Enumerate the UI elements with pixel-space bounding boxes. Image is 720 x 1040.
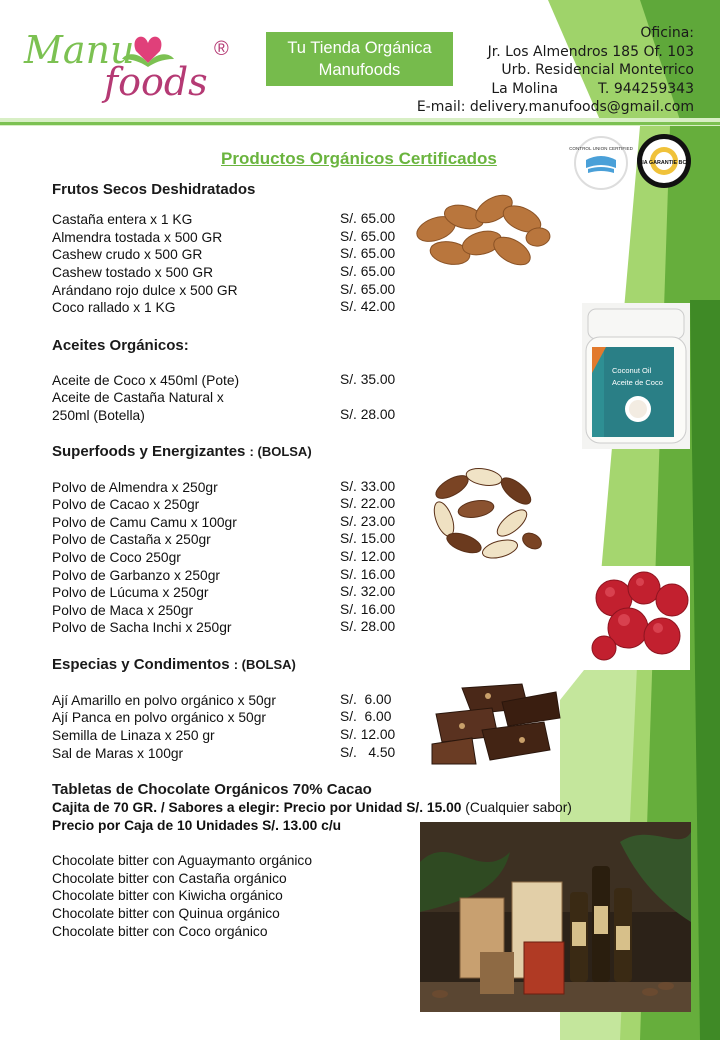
jar-label-1: Coconut Oil xyxy=(612,366,652,375)
office-title: Oficina: xyxy=(640,25,694,41)
list-item xyxy=(52,602,193,620)
item-price: S/. 6.00 xyxy=(340,692,392,707)
office-address-1: Jr. Los Almendros 185 Of. 103 xyxy=(487,43,694,60)
office-info xyxy=(417,24,694,117)
list-item xyxy=(52,584,208,602)
brazil-nuts-photo xyxy=(424,457,544,565)
list-item xyxy=(52,727,215,745)
product-display-photo xyxy=(420,822,691,1012)
section-title-frutos: Frutos Secos Deshidratados xyxy=(52,181,256,198)
item-name: Aceite de Castaña Natural x xyxy=(52,390,224,405)
list-item: Chocolate bitter con Coco orgánico xyxy=(52,924,268,939)
chocolate-unit-price: Cajita de 70 GR. / Sabores a elegir: Precio por Unidad S/. 15.00 xyxy=(52,800,462,815)
tagline-line-1: Tu Tienda Orgánica xyxy=(287,39,432,57)
control-union-badge xyxy=(569,136,633,190)
item-name: Polvo de Garbanzo x 250gr xyxy=(52,568,220,583)
item-name: Coco rallado x 1 KG xyxy=(52,300,176,315)
item-name: Sal de Maras x 100gr xyxy=(52,746,184,761)
section-title-chocolate: Tabletas de Chocolate Orgánicos 70% Cacao xyxy=(52,781,372,798)
section-title-aceites: Aceites Orgánicos: xyxy=(52,337,189,354)
item-price: S/. 12.00 xyxy=(340,549,396,564)
chocolate-price-line-1 xyxy=(52,800,572,815)
item-name: Almendra tostada x 500 GR xyxy=(52,230,223,245)
item-price: S/. 33.00 xyxy=(340,479,396,494)
item-price: S/. 65.00 xyxy=(340,246,396,261)
section-title-especias-suffix: : (BOLSA) xyxy=(233,657,296,672)
logo-graphic xyxy=(18,17,236,105)
list-item xyxy=(52,709,266,727)
item-price: S/. 16.00 xyxy=(340,602,396,617)
cranberries-photo xyxy=(584,566,690,670)
list-item xyxy=(52,496,199,514)
item-name: Ají Amarillo en polvo orgánico x 50gr xyxy=(52,693,276,708)
list-item: Chocolate bitter con Aguaymanto orgánico xyxy=(52,853,313,868)
list-item xyxy=(52,211,192,229)
item-price: S/. 6.00 xyxy=(340,709,392,724)
section-title-superfoods-text: Superfoods y Energizantes xyxy=(52,443,246,460)
list-item xyxy=(52,264,213,282)
item-name: Polvo de Coco 250gr xyxy=(52,550,181,565)
item-name: Aceite de Coco x 450ml (Pote) xyxy=(52,373,240,388)
almonds-photo xyxy=(414,189,552,275)
office-email: E-mail: delivery.manufoods@gmail.com xyxy=(416,99,694,116)
item-price: S/. 12.00 xyxy=(340,727,396,742)
item-name: Cashew tostado x 500 GR xyxy=(52,265,214,280)
item-price: S/. 4.50 xyxy=(340,745,396,760)
list-item xyxy=(52,479,218,497)
manufoods-logo xyxy=(18,17,236,105)
tagline-line-2: Manufoods xyxy=(318,61,401,79)
list-item xyxy=(52,567,220,585)
office-district: La Molina xyxy=(491,80,559,97)
bcs-badge xyxy=(637,134,691,188)
list-item: Chocolate bitter con Quinua orgánico xyxy=(52,906,280,921)
list-item xyxy=(52,246,202,264)
item-name: 250ml (Botella) xyxy=(52,408,145,423)
item-price: S/. 65.00 xyxy=(340,282,396,297)
certification-icon xyxy=(637,134,691,188)
chocolate-pieces-photo xyxy=(432,684,560,764)
control-union-badge-text: CONTROL UNION CERTIFIED xyxy=(569,146,633,151)
item-name: Polvo de Castaña x 250gr xyxy=(52,532,211,547)
section-title-especias xyxy=(52,656,296,673)
list-item xyxy=(52,282,238,300)
item-price: S/. 22.00 xyxy=(340,496,396,511)
list-item xyxy=(52,531,211,549)
office-phone: T. 944259343 xyxy=(598,80,694,97)
page-title: Productos Orgánicos Certificados xyxy=(221,149,497,168)
item-price: S/. 28.00 xyxy=(340,407,396,422)
registered-mark: ® xyxy=(214,38,229,60)
chocolate-price-line-2: Precio por Caja de 10 Unidades S/. 13.00 c/u xyxy=(52,818,342,833)
section-title-superfoods xyxy=(52,443,312,460)
list-item xyxy=(52,619,231,637)
coconut-oil-jar-photo xyxy=(582,303,690,449)
logo-word-manu: Manu xyxy=(24,28,135,72)
item-name: Polvo de Maca x 250gr xyxy=(52,603,194,618)
office-district-phone xyxy=(417,80,694,99)
item-name: Polvo de Sacha Inchi x 250gr xyxy=(52,620,232,635)
section-title-superfoods-suffix: : (BOLSA) xyxy=(249,444,312,459)
chocolate-unit-note: (Cualquier sabor) xyxy=(461,800,572,815)
list-item xyxy=(52,407,145,425)
item-price: S/. 23.00 xyxy=(340,514,396,529)
list-item xyxy=(52,549,181,567)
list-item xyxy=(52,514,237,532)
list-item: Chocolate bitter con Kiwicha orgánico xyxy=(52,888,283,903)
item-name: Castaña entera x 1 KG xyxy=(52,212,193,227)
office-address-2: Urb. Residencial Monterrico xyxy=(501,62,694,79)
item-name: Polvo de Lúcuma x 250gr xyxy=(52,585,209,600)
item-price: S/. 42.00 xyxy=(340,299,396,314)
jar-label-2: Aceite de Coco xyxy=(612,378,663,387)
list-item xyxy=(52,389,224,407)
logo-word-foods: foods xyxy=(104,60,208,104)
list-item xyxy=(52,229,222,247)
item-price: S/. 15.00 xyxy=(340,531,396,546)
item-price: S/. 28.00 xyxy=(340,619,396,634)
item-price: S/. 65.00 xyxy=(340,211,396,226)
list-item xyxy=(52,692,276,710)
item-price: S/. 16.00 xyxy=(340,567,396,582)
list-item xyxy=(52,745,183,763)
list-item: Chocolate bitter con Castaña orgánico xyxy=(52,871,287,886)
item-price: S/. 65.00 xyxy=(340,229,396,244)
header-divider xyxy=(0,122,720,125)
item-price: S/. 32.00 xyxy=(340,584,396,599)
item-name: Semilla de Linaza x 250 gr xyxy=(52,728,215,743)
item-name: Polvo de Almendra x 250gr xyxy=(52,480,218,495)
section-title-especias-text: Especias y Condimentos xyxy=(52,656,230,673)
bcs-badge-text: OIA GARANTIE BCS xyxy=(638,160,690,166)
item-price: S/. 65.00 xyxy=(340,264,396,279)
list-item xyxy=(52,372,239,390)
item-name: Polvo de Cacao x 250gr xyxy=(52,497,200,512)
list-item xyxy=(52,299,175,317)
item-name: Arándano rojo dulce x 500 GR xyxy=(52,283,238,298)
item-name: Cashew crudo x 500 GR xyxy=(52,247,203,262)
item-price: S/. 35.00 xyxy=(340,372,396,387)
certification-icon xyxy=(569,138,633,188)
item-name: Polvo de Camu Camu x 100gr xyxy=(52,515,237,530)
item-name: Ají Panca en polvo orgánico x 50gr xyxy=(52,710,266,725)
